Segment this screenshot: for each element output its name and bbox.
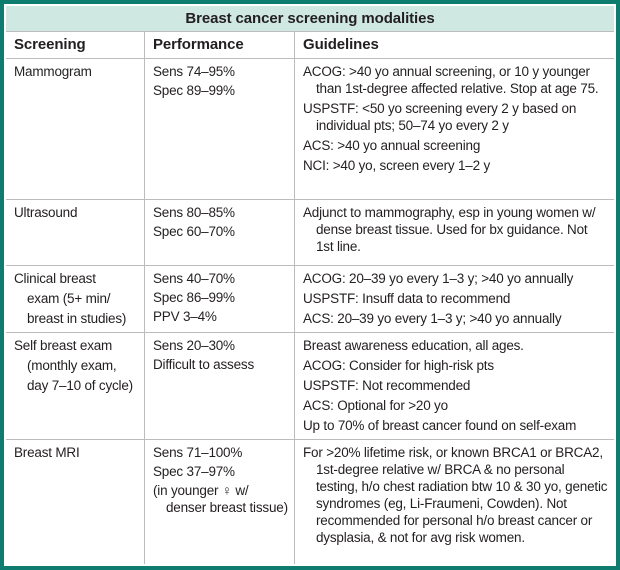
guidelines-cell bbox=[295, 59, 614, 199]
performance-line: Spec 60–70% bbox=[153, 224, 235, 239]
guidelines-cell bbox=[295, 200, 614, 265]
screening-cell bbox=[6, 200, 145, 265]
guidelines-cell bbox=[295, 333, 614, 439]
table-header-row bbox=[6, 32, 614, 59]
guideline-paragraph: Adjunct to mammography, esp in young women w/ dense breast tissue. Used for bx guidance. Not 1st line. bbox=[303, 205, 596, 254]
performance-line: Spec 89–99% bbox=[153, 83, 235, 98]
guidelines-cell bbox=[295, 266, 614, 332]
guideline-paragraph: ACOG: 20–39 yo every 1–3 y; >40 yo annually bbox=[303, 271, 574, 286]
screening-cell bbox=[6, 266, 145, 332]
performance-line: Sens 71–100% bbox=[153, 445, 243, 460]
screening-name: Ultrasound bbox=[14, 205, 78, 220]
performance-line: Sens 40–70% bbox=[153, 271, 235, 286]
performance-cell bbox=[145, 440, 295, 564]
performance-cell bbox=[145, 333, 295, 439]
guideline-paragraph: USPSTF: Insuff data to recommend bbox=[303, 291, 511, 306]
screening-name: Breast MRI bbox=[14, 445, 80, 460]
column-header-guidelines: Guidelines bbox=[303, 36, 379, 53]
guideline-paragraph: Breast awareness education, all ages. bbox=[303, 338, 524, 353]
column-header-screening: Screening bbox=[6, 32, 145, 58]
performance-line: Sens 20–30% bbox=[153, 338, 235, 353]
guideline-paragraph: ACOG: Consider for high-risk pts bbox=[303, 358, 494, 373]
screening-name: Self breast exam bbox=[14, 338, 113, 353]
guideline-paragraph: Up to 70% of breast cancer found on self-exam bbox=[303, 418, 577, 433]
table-row-ultrasound bbox=[6, 200, 614, 266]
guideline-paragraph: ACS: Optional for >20 yo bbox=[303, 398, 448, 413]
guideline-paragraph: USPSTF: <50 yo screening every 2 y based on individual pts; 50–74 yo every 2 y bbox=[303, 101, 577, 133]
performance-cell bbox=[145, 59, 295, 199]
table-title-bar bbox=[6, 6, 614, 32]
table-title: Breast cancer screening modalities bbox=[185, 10, 435, 27]
performance-line: Spec 86–99% bbox=[153, 290, 235, 305]
screening-cell bbox=[6, 333, 145, 439]
screening-name-line: (monthly exam, bbox=[27, 358, 117, 373]
table-row-breast-mri bbox=[6, 440, 614, 564]
screening-name-line: breast in studies) bbox=[27, 311, 127, 326]
screening-cell bbox=[6, 440, 145, 564]
performance-cell bbox=[145, 266, 295, 332]
screening-cell bbox=[6, 59, 145, 199]
guidelines-cell bbox=[295, 440, 614, 564]
performance-cell bbox=[145, 200, 295, 265]
guideline-paragraph: USPSTF: Not recommended bbox=[303, 378, 471, 393]
guideline-paragraph: ACS: 20–39 yo every 1–3 y; >40 yo annually bbox=[303, 311, 562, 326]
performance-line: Sens 74–95% bbox=[153, 64, 235, 79]
guideline-paragraph: ACOG: >40 yo annual screening, or 10 y younger than 1st-degree affected relative. Stop at age 75. bbox=[303, 64, 599, 96]
screening-name: Clinical breast bbox=[14, 271, 96, 286]
guideline-paragraph: ACS: >40 yo annual screening bbox=[303, 138, 481, 153]
guideline-paragraph: For >20% lifetime risk, or known BRCA1 or BRCA2, 1st-degree relative w/ BRCA & no personal testing, h/o chest radiation btw 10 & 30 yo, genetic syndromes (eg, Li-Fraumeni, Cowden). Not recommended for personal h/o breast cancer or dysplasia, & not for avg risk women. bbox=[303, 445, 608, 545]
performance-line: Spec 37–97% bbox=[153, 464, 235, 479]
performance-line: Sens 80–85% bbox=[153, 205, 235, 220]
performance-line: PPV 3–4% bbox=[153, 309, 217, 324]
screening-name: Mammogram bbox=[14, 64, 92, 79]
performance-line: (in younger ♀ w/ denser breast tissue) bbox=[153, 483, 288, 515]
screening-name-line: exam (5+ min/ bbox=[27, 291, 111, 306]
performance-line: Difficult to assess bbox=[153, 357, 254, 372]
guideline-paragraph: NCI: >40 yo, screen every 1–2 y bbox=[303, 158, 491, 173]
screening-name-line: day 7–10 of cycle) bbox=[27, 378, 133, 393]
table-row-clinical-breast-exam bbox=[6, 266, 614, 333]
table-row-self-breast-exam bbox=[6, 333, 614, 440]
table-row-mammogram bbox=[6, 59, 614, 200]
column-header-performance: Performance bbox=[145, 32, 295, 58]
